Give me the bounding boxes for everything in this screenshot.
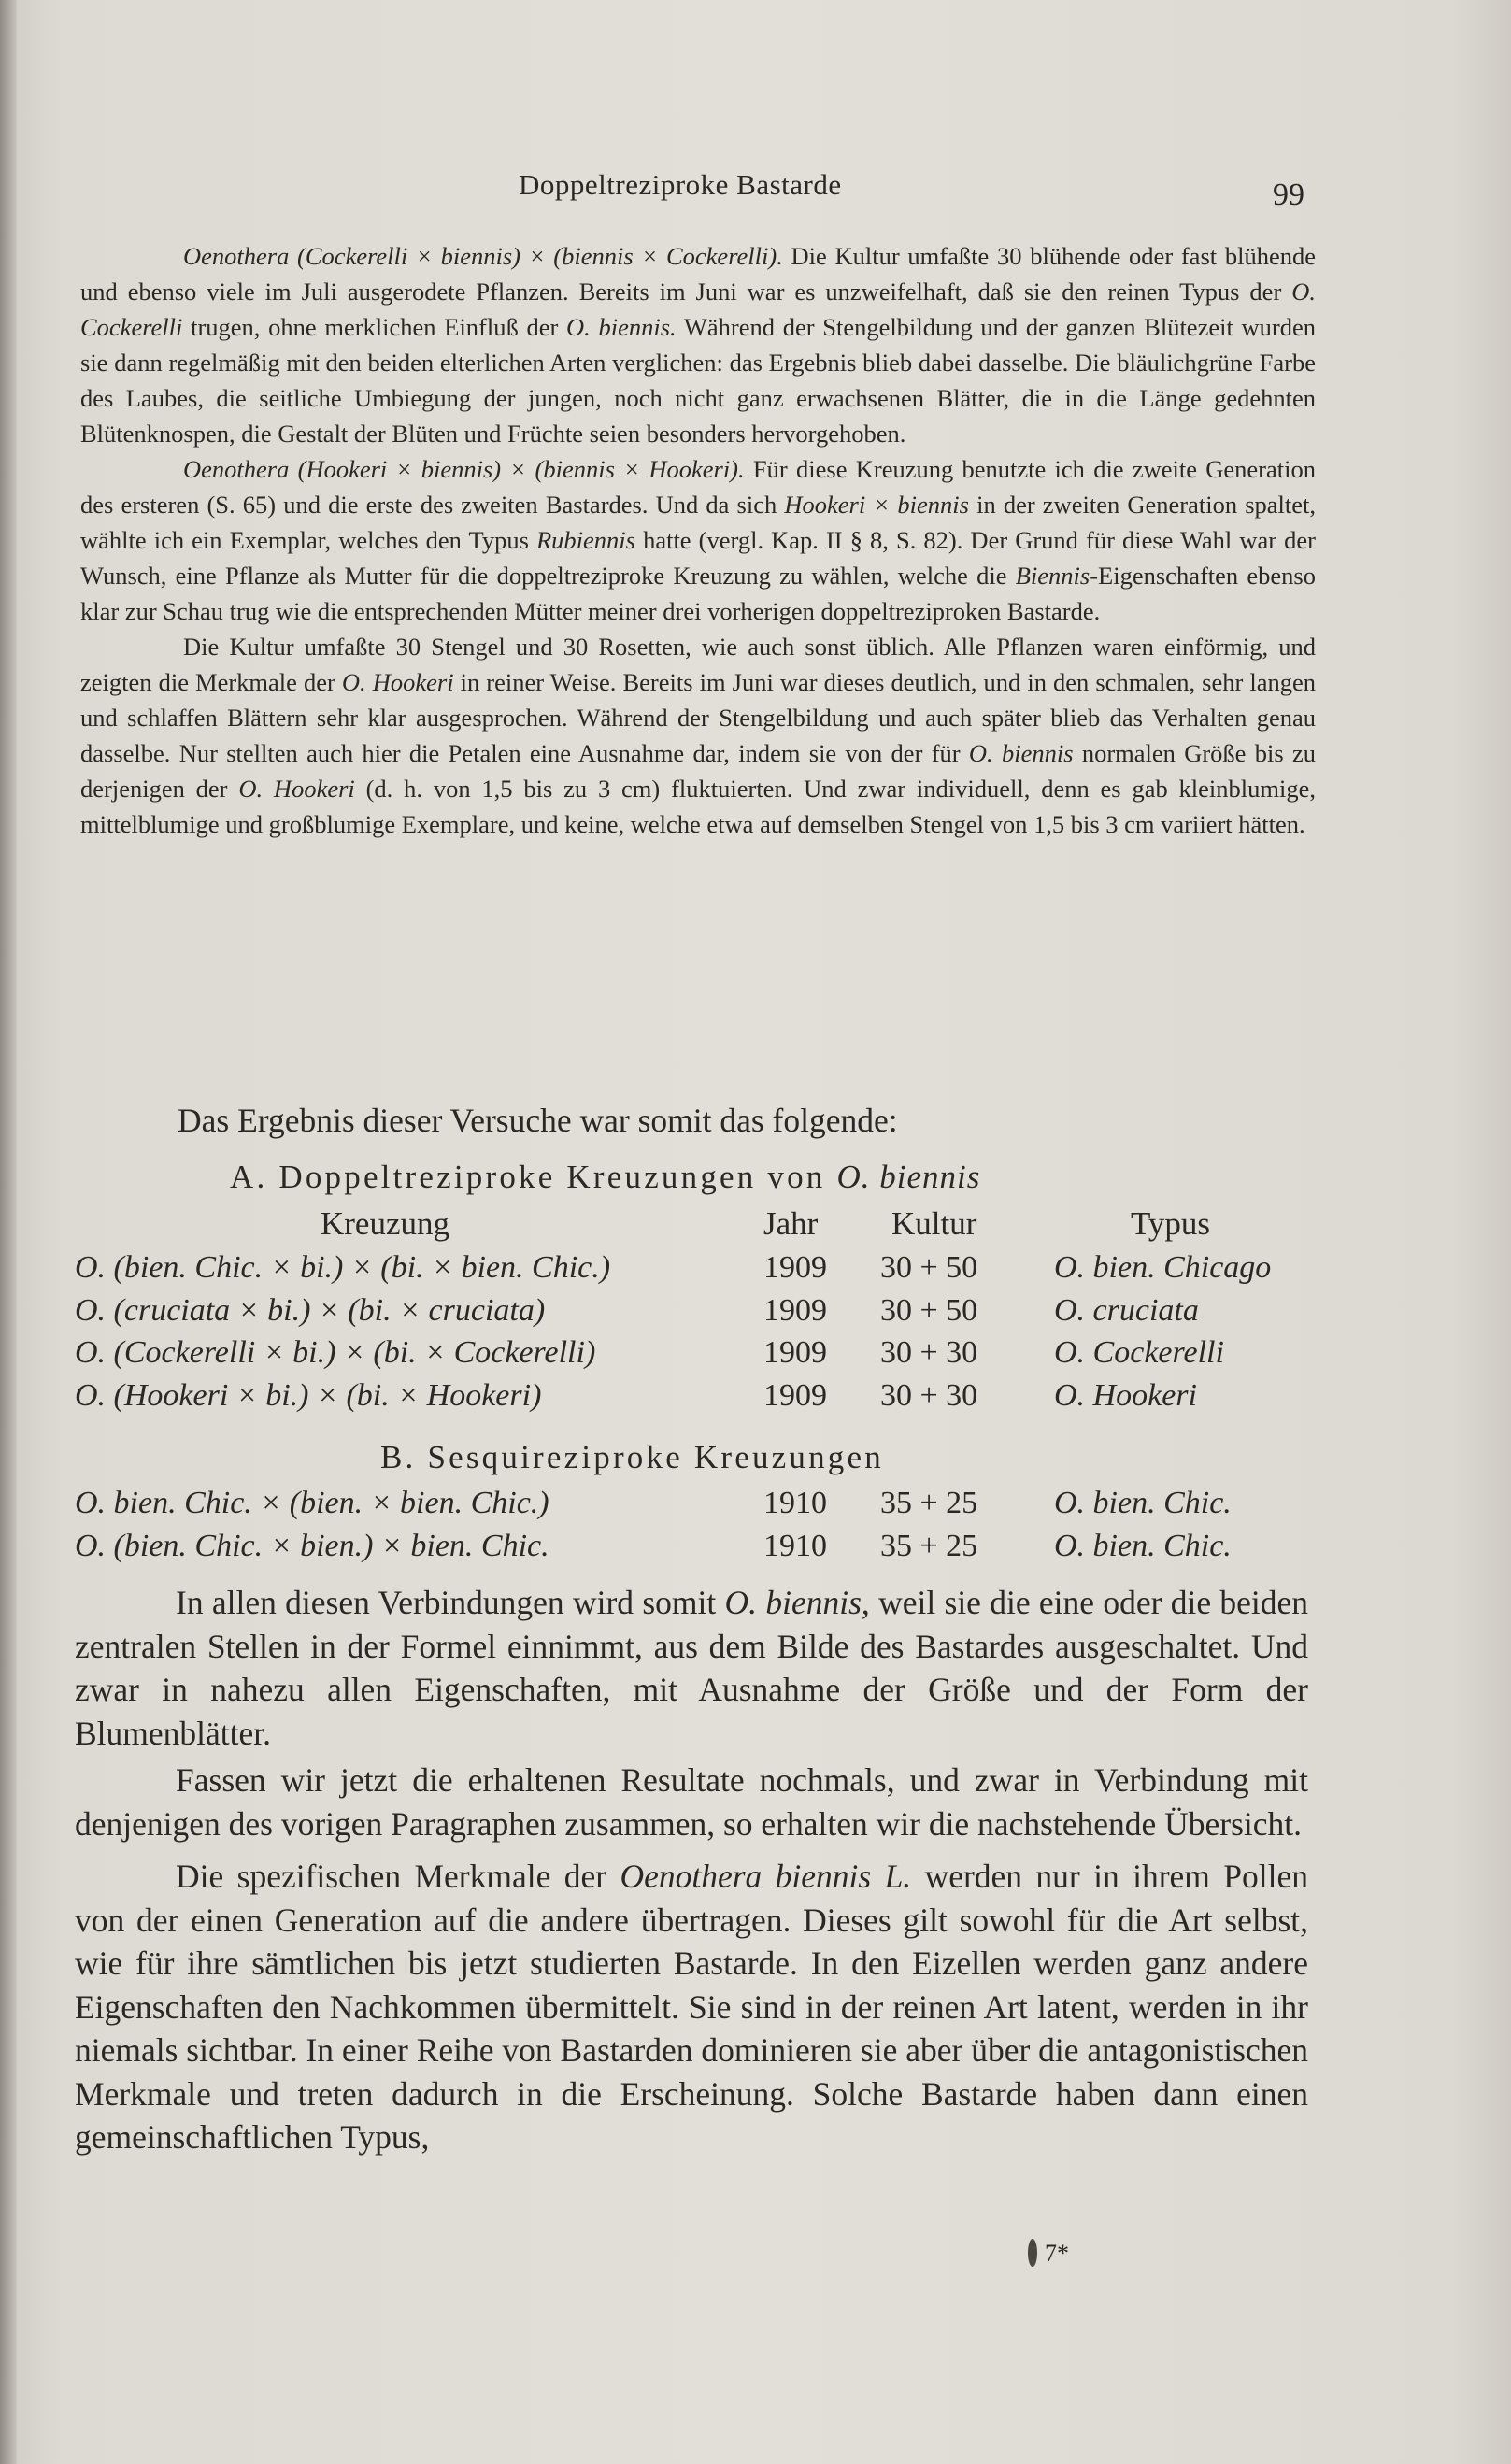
- cell-kreuzung: O. bien. Chic. × (bien. × bien. Chic.): [75, 1486, 549, 1520]
- cell-typus: O. cruciata: [1054, 1292, 1199, 1328]
- cell-typus: O. bien. Chic.: [1054, 1486, 1232, 1520]
- cell-jahr: 1910: [763, 1486, 827, 1520]
- cell-jahr: 1909: [763, 1250, 827, 1285]
- paragraph-kultur: [80, 629, 1316, 842]
- cell-typus: O. bien. Chicago: [1054, 1250, 1272, 1285]
- cell-kultur: 30 + 50: [880, 1250, 978, 1285]
- text-run: Während der Stengelbildung und der ganzen Blütezeit wurden sie dann regelmäßig mit den beiden elterlichen Arten verglichen: das Ergebnis blieb dabei dasselbe. Die bläulichgrüne Farbe des Laubes, die seitliche Umbiegung der jungen, noch nicht ganz erwachsenen Blätter, die in die Länge gedehnten Blütenknospen, die Gestalt der Blüten und Früchte seien besonders hervorgehoben.: [80, 313, 1317, 448]
- text-run: O. biennis.: [566, 313, 677, 341]
- cell-kreuzung: O. (bien. Chic. × bi.) × (bi. × bien. Chic.): [75, 1250, 611, 1285]
- running-title: Doppeltreziproke Bastarde: [519, 168, 842, 201]
- cell-jahr: 1909: [763, 1335, 827, 1370]
- main-text-block: [75, 1581, 1308, 2159]
- cell-typus: O. Hookeri: [1054, 1377, 1197, 1413]
- cell-kultur: 35 + 25: [880, 1528, 978, 1563]
- section-a-label: A. Doppeltreziproke Kreuzungen von: [230, 1159, 837, 1195]
- text-run: In allen diesen Verbindungen wird somit: [176, 1584, 725, 1621]
- text-run: in der zweiten Generation spaltet, wählte ich ein Exemplar, welches den Typus: [80, 491, 1317, 554]
- text-run: hatte (vergl. Kap. II § 8, S. 82). Der Grund für diese Wahl war der Wunsch, eine Pflanze als Mutter für die doppeltreziproke Kreuzung zu wählen, welche die: [80, 526, 1316, 590]
- text-run: Hookeri × biennis: [784, 491, 969, 519]
- paragraph-fassen: [75, 1759, 1308, 1845]
- text-run: normalen Größe bis zu derjenigen der: [80, 739, 1316, 803]
- page-number: 99: [1273, 178, 1304, 212]
- cell-kreuzung: O. (bien. Chic. × bien.) × bien. Chic.: [75, 1528, 549, 1563]
- intro-line: Das Ergebnis dieser Versuche war somit das folgende:: [178, 1102, 898, 1139]
- cell-jahr: 1910: [763, 1528, 827, 1563]
- ink-blot: [1028, 2239, 1037, 2267]
- section-a-heading: [230, 1159, 980, 1196]
- text-run: O. biennis: [724, 1584, 862, 1621]
- text-run: , weil sie die eine oder die beiden zentralen Stellen in der Formel einnimmt, aus dem Bilde des Bastardes ausgeschaltet. Und zwar in nahezu allen Eigenschaften, mit Ausnahme der Größe und der Form der Blumenblätter.: [75, 1584, 1308, 1752]
- cell-kultur: 35 + 25: [880, 1486, 978, 1520]
- text-run: O. Hookeri: [238, 775, 355, 803]
- header-kreuzung: Kreuzung: [321, 1205, 450, 1242]
- text-run: werden nur in ihrem Pollen von der einen Generation auf die andere übertragen. Dieses gilt sowohl für die Art selbst, wie für ihre sämtlichen bis jetzt studierten Bastarde. In den Eizellen werden ganz andere Eigenschaften den Nachkommen übermittelt. Sie sind in der reinen Art latent, werden in ihr niemals sichtbar. In einer Reihe von Bastarden dominieren sie aber über die antagonistischen Merkmale und treten dadurch in die Erscheinung. Solche Bastarde haben dann einen gemeinschaftlichen Typus,: [75, 1858, 1308, 2156]
- text-run: (d. h. von 1,5 bis zu 3 cm) fluktuierten. Und zwar individuell, denn es gab kleinblumige, mittelblumige und großblumige Exemplare, und keine, welche etwa auf demselben Stengel von 1,5 bis 3 cm variiert hätten.: [80, 775, 1316, 838]
- text-run: -Eigenschaften ebenso klar zur Schau trug wie die entsprechenden Mütter meiner drei vorherigen doppeltreziproken Bastarde.: [80, 562, 1316, 625]
- text-run: O. biennis: [968, 739, 1074, 767]
- small-text-block: [80, 238, 1316, 842]
- text-run: in reiner Weise. Bereits im Juni war dieses deutlich, und in den schmalen, sehr langen und schlaffen Blättern sehr klar ausgesprochen. Während der Stengelbildung und auch später blieb das Verhalten genau dasselbe. Nur stellten auch hier die Petalen eine Ausnahme dar, indem sie von der für: [80, 668, 1316, 767]
- text-run: Biennis: [1015, 562, 1090, 590]
- text-run: Oenothera (Cockerelli × biennis) × (biennis × Cockerelli).: [183, 242, 783, 270]
- text-run: Die Kultur umfaßte 30 Stengel und 30 Rosetten, wie auch sonst üblich. Alle Pflanzen waren einförmig, und zeigten die Merkmale der: [80, 633, 1316, 696]
- text-run: O. Cockerelli: [80, 278, 1316, 341]
- text-run: trugen, ohne merklichen Einfluß der: [182, 313, 566, 341]
- section-a-species: O. biennis: [836, 1159, 981, 1195]
- page-gutter-shadow: [0, 0, 17, 2464]
- paragraph-cockerelli: [80, 238, 1316, 451]
- cell-kreuzung: O. (Cockerelli × bi.) × (bi. × Cockerelli): [75, 1335, 596, 1370]
- text-run: Für diese Kreuzung benutzte ich die zweite Generation des ersteren (S. 65) und die erste des zweiten Bastardes. Und da sich: [80, 455, 1316, 519]
- text-run: O. Hookeri: [341, 668, 454, 696]
- cell-jahr: 1909: [763, 1377, 827, 1413]
- text-run: Fassen wir jetzt die erhaltenen Resultate nochmals, und zwar in Verbindung mit denjenigen des vorigen Paragraphen zusammen, so erhalten wir die nachstehende Übersicht.: [75, 1761, 1308, 1843]
- section-b-heading: B. Sesquireziproke Kreuzungen: [380, 1439, 884, 1475]
- text-run: Oenothera biennis L.: [620, 1858, 912, 1895]
- text-run: Die Kultur umfaßte 30 blühende oder fast blühende und ebenso viele im Juli ausgerodete Pflanzen. Bereits im Juni war es unzweifelhaft, daß sie den reinen Typus der: [80, 242, 1316, 306]
- text-run: Oenothera (Hookeri × biennis) × (biennis × Hookeri).: [183, 455, 745, 483]
- cell-kultur: 30 + 30: [880, 1335, 978, 1370]
- paragraph-hookeri: [80, 451, 1316, 629]
- cell-kultur: 30 + 30: [880, 1377, 978, 1413]
- paragraph-verbindungen: [75, 1581, 1308, 1755]
- cell-kreuzung: O. (Hookeri × bi.) × (bi. × Hookeri): [75, 1377, 542, 1413]
- header-typus: Typus: [1131, 1205, 1211, 1242]
- text-run: Die spezifischen Merkmale der: [176, 1858, 620, 1895]
- cell-typus: O. bien. Chic.: [1054, 1528, 1232, 1563]
- header-kultur: Kultur: [891, 1205, 977, 1242]
- cell-jahr: 1909: [763, 1292, 827, 1328]
- text-run: Rubiennis: [536, 526, 635, 554]
- signature-mark: [1028, 2233, 1069, 2268]
- paragraph-merkmale: [75, 1855, 1308, 2159]
- cell-kreuzung: O. (cruciata × bi.) × (bi. × cruciata): [75, 1292, 546, 1328]
- header-jahr: Jahr: [763, 1205, 819, 1242]
- cell-kultur: 30 + 50: [880, 1292, 978, 1328]
- signature-text: 7*: [1045, 2240, 1069, 2267]
- cell-typus: O. Cockerelli: [1054, 1335, 1224, 1370]
